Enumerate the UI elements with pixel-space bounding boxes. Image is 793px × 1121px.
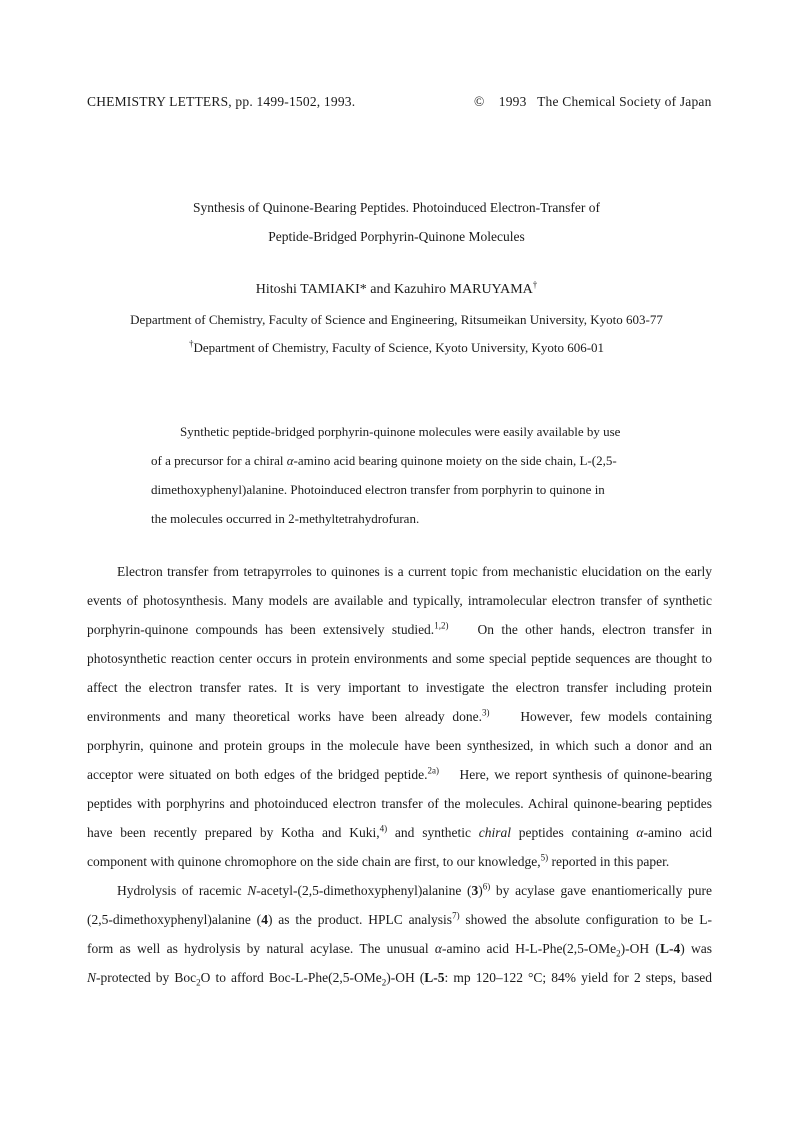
body-text: O to afford Boc-: [200, 970, 296, 985]
body-text: -Phe(2,5-OMe: [303, 970, 382, 985]
body-line: [87, 709, 712, 725]
body-text: showed the absolute configuration to be: [459, 912, 700, 927]
citation-ref: 5): [540, 852, 549, 863]
body-text: peptides containing: [511, 825, 637, 840]
affiliation-2-mark: †: [188, 338, 194, 349]
journal-citation: CHEMISTRY LETTERS, pp. 1499-1502, 1993.: [87, 94, 356, 109]
author-2: Kazuhiro MARUYAMA: [393, 282, 533, 297]
body-text: ): [478, 883, 483, 898]
italic-n: N: [87, 970, 97, 985]
l-config: L: [579, 453, 588, 468]
affiliation-1: Department of Chemistry, Faculty of Science and Engineering, Ritsumeikan University, Kyoto 603-77: [130, 312, 663, 327]
body-line: [87, 912, 712, 928]
subscript: 2: [381, 977, 387, 988]
body-line: [87, 825, 712, 841]
body-line: [117, 883, 712, 899]
citation-ref: 6): [482, 881, 491, 892]
l-config: L: [699, 912, 708, 927]
citation-ref: 7): [452, 910, 460, 921]
body-line: Electron transfer from tetrapyrroles to quinones is a current topic from mechanistic elucidation on the early: [117, 564, 712, 579]
alpha-symbol: α: [286, 453, 294, 468]
body-line: photosynthetic reaction center occurs in protein environments and some special peptide sequences are thought to: [87, 651, 712, 666]
body-text: have been recently prepared by Kotha and Kuki,: [87, 825, 380, 840]
body-text: -amino acid H-: [442, 941, 530, 956]
citation-ref: 3): [481, 707, 490, 718]
paper-title-line-1: Synthesis of Quinone-Bearing Peptides. Photoinduced Electron-Transfer of: [192, 200, 601, 215]
abstract-line-2: [151, 453, 617, 469]
body-text: Here, we report synthesis of quinone-bearing: [459, 767, 712, 782]
compound-number: -4: [668, 941, 681, 956]
body-text: environments and many theoretical works have been already done.: [87, 709, 482, 724]
body-text: Hydrolysis of racemic: [117, 883, 248, 898]
alpha-symbol: α: [636, 825, 644, 840]
body-text: ) was: [680, 941, 712, 956]
body-text: reported in this paper.: [551, 854, 670, 869]
copyright-icon: ©: [474, 94, 485, 109]
body-text: -: [707, 912, 712, 927]
l-config: L: [529, 941, 538, 956]
body-text: : mp 120–122 °C; 84% yield for 2 steps, based: [444, 970, 712, 985]
body-line: porphyrin, quinone and protein groups in the molecule have been synthesized, in which such a donor and an: [87, 738, 712, 753]
body-text: -acetyl-(2,5-dimethoxyphenyl)alanine (: [256, 883, 472, 898]
alpha-symbol: α: [434, 941, 442, 956]
body-line: events of photosynthesis. Many models are available and typically, intramolecular electron transfer of synthetic: [87, 593, 712, 608]
abstract-line-1: Synthetic peptide-bridged porphyrin-quinone molecules were easily available by use: [180, 424, 621, 439]
l-config: L: [659, 941, 669, 956]
l-config: L: [424, 970, 434, 985]
subscript: 2: [616, 948, 621, 959]
copyright-year: 1993: [498, 94, 527, 109]
author-1-mark: *: [359, 282, 367, 297]
body-line: [87, 941, 712, 957]
author-and: and: [370, 282, 391, 297]
italic-n: N: [247, 883, 257, 898]
body-text: porphyrin-quinone compounds has been extensively studied.: [87, 622, 435, 637]
abstract-line-4: the molecules occurred in 2-methyltetrahydrofuran.: [151, 511, 420, 526]
author-line: [0, 279, 793, 298]
affiliation-2-text: Department of Chemistry, Faculty of Science, Kyoto University, Kyoto 606-01: [193, 340, 605, 355]
abstract-text: of a precursor for a chiral: [151, 453, 287, 468]
body-text: -protected by Boc: [96, 970, 197, 985]
citation-ref: 2a): [427, 765, 439, 776]
compound-number: 3: [471, 883, 479, 898]
body-text: form as well as hydrolysis by natural acylase. The unusual: [87, 941, 435, 956]
publisher-name: The Chemical Society of Japan: [537, 94, 712, 109]
body-text: )-OH (: [386, 970, 425, 985]
body-text: ) as the product. HPLC analysis: [267, 912, 453, 927]
paper-title-line-2: Peptide-Bridged Porphyrin-Quinone Molecules: [268, 229, 525, 244]
body-line: [87, 854, 669, 870]
body-text: component with quinone chromophore on the side chain are first, to our knowledge,: [87, 854, 541, 869]
body-line: affect the electron transfer rates. It is very important to investigate the electron transfer including protein: [87, 680, 712, 695]
affiliation-2: [0, 340, 793, 356]
body-line: [87, 970, 712, 986]
body-line: peptides with porphyrins and photoinduced electron transfer of the molecules. Achiral quinone-bearing peptides: [87, 796, 712, 811]
italic-chiral: chiral: [478, 825, 511, 840]
abstract-line-3: dimethoxyphenyl)alanine. Photoinduced electron transfer from porphyrin to quinone in: [151, 482, 605, 497]
body-text: -Phe(2,5-OMe: [537, 941, 617, 956]
body-text: acceptor were situated on both edges of the bridged peptide.: [87, 767, 428, 782]
subscript: 2: [196, 977, 201, 988]
compound-number: 4: [261, 912, 268, 927]
l-config: L: [295, 970, 304, 985]
body-text: -amino acid: [643, 825, 712, 840]
abstract-text: -amino acid bearing quinone moiety on the side chain,: [293, 453, 580, 468]
citation-ref: 1,2): [434, 620, 449, 631]
author-2-mark: †: [532, 279, 538, 290]
body-text: However, few models containing: [520, 709, 712, 724]
body-text: On the other hands, electron transfer in: [477, 622, 712, 637]
copyright-line: [474, 94, 712, 110]
body-text: by acylase gave enantiomerically pure: [490, 883, 713, 898]
body-text: )-OH (: [620, 941, 660, 956]
compound-number: -5: [433, 970, 445, 985]
body-line: [87, 622, 712, 638]
body-text: (2,5-dimethoxyphenyl)alanine (: [87, 912, 262, 927]
body-line: [87, 767, 712, 783]
citation-ref: 4): [379, 823, 388, 834]
author-1: Hitoshi TAMIAKI: [255, 282, 360, 297]
abstract-text: -(2,5-: [587, 453, 617, 468]
body-text: and synthetic: [394, 825, 479, 840]
